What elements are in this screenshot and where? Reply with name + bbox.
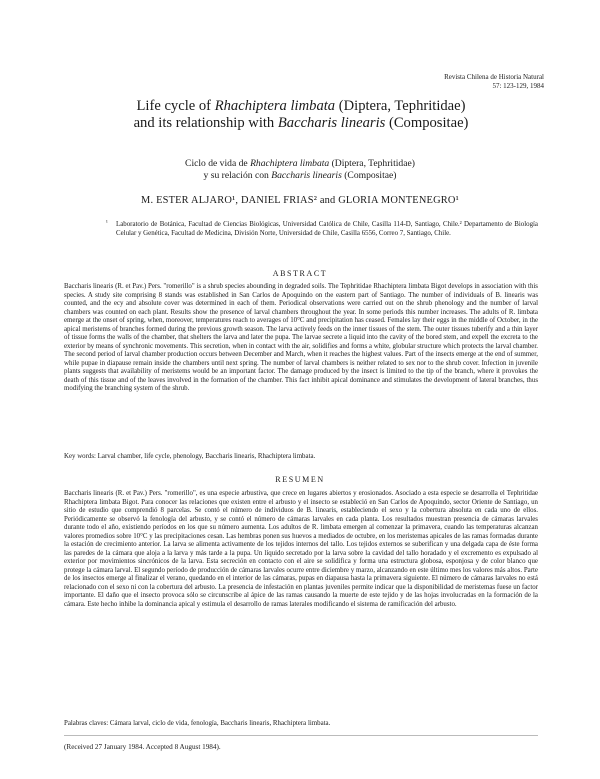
spanish-title-text: (Diptera, Tephritidae) [329,158,415,169]
journal-reference [444,73,544,90]
received-date: (Received 27 January 1984. Accepted 8 August 1984). [64,743,221,751]
title-text: and its relationship with [133,115,278,131]
article-title [92,98,510,132]
resumen-text: Baccharis linearis (R. et Pav.) Pers. "romerillo", es una especie arbustiva, que crece en lugares abiertos y erosionados. Asociado a esta especie se desarrolla el Tephritidae Rhachiptera limbata Bigot. Para conocer las relaciones que existen entre el arbusto y el insecto se estableció en San Carlos de Apoquindo, sector Oriente de Santiago, un sitio de estudio que comprendió 8 parcelas. Se contó el número de individuos de B. linearis, estableciendo el sexo y la cobertura absoluta en cada uno de ellos. Periódicamente se observó la fenología del arbusto, y se contó el número de cámaras larvales en cada planta. Los resultados muestran presencia de cámaras larvales durante todo el año, existiendo períodos en los que su número aumenta. Los adultos de R. limbata emergen al comenzar la primavera, cuando las temperaturas alcanzan valores promedios sobre 10°C y las precipitaciones cesan. Las hembras ponen sus huevos a mediados de octubre, en los meristemas apicales de las ramas formadas durante la estación de crecimiento anterior. La larva se alimenta activamente de los tejidos internos del tallo. Los tejidos externos se suberifican y una delgada capa de éste forma las paredes de la cámara que aloja a la larva y más tarde a la pupa. Un líquido secretado por la larva sobre la cavidad del tallo horadado y el excremento es expulsado al exterior por movimientos sincrónicos de la larva. Esta secreción en contacto con el aire se solidifica y forma una estructura globosa, esponjosa y de color blanco que protege la cámara larval. El segundo período de producción de cámaras larvales ocurre entre diciembre y marzo, alcanzando en este último mes los valores más altos. Parte de los insectos emerge al finalizar el verano, quedando en el interior de las cámaras, pupas en diapausa hasta la primavera siguiente. El número de cámaras larvales no está relacionado con el sexo ni con la cobertura del arbusto. La presencia de infestación en plantas juveniles permite indicar que la disponibilidad de meristemas fuese un factor importante. El daño que el insecto provoca sólo se circunscribe al ápice de las ramas causando la muerte de este tejido y de las hojas involucradas en la formación de la cámara. Este hecho inhibe la dominancia apical y estimula el desarrollo de ramas laterales modificando el sistema de ramificación del arbusto. [64,490,538,608]
spanish-title-text: Ciclo de vida de [185,158,251,169]
affiliation-mark: ¹ [106,220,108,226]
keywords: Key words: Larval chamber, life cycle, phenology, Baccharis linearis, Rhachiptera limbata. [64,453,316,460]
author-list: M. ESTER ALJARO¹, DANIEL FRIAS² and GLORIA MONTENEGRO¹ [141,195,459,206]
footnote-rule [64,735,538,736]
spanish-title-host: Baccharis linearis [271,170,342,181]
resumen-heading: RESUMEN [275,475,325,484]
title-text: (Diptera, Tephritidae) [335,98,466,114]
title-species: Rhachiptera limbata [214,98,336,114]
abstract-text: Baccharis linearis (R. et Pav.) Pers. "romerillo" is a shrub species abounding in degraded soils. The Tephritidae Rhachiptera limbata Bigot develops in association with this species. A study site comprising 8 stands was established in San Carlos de Apoquindo on the eastern part of Santiago. The number of individuals of B. linearis was counted, and the ecy and absolute cover was determined in each of them. Periodical observations were carried out on the shrub phenology and the number of larval chambers was counted on each plant. Results show the presence of larval chambers throughout the year. In some periods this number increases. The adults of R. limbata emerge at the onset of spring, when, moreover, temperatures reach to averages of 10°C and precipitation has ceased. Females lay their eggs in the middle of October, in the apical meristems of branches formed during the previous growth season. The larva actively feeds on the inner tissues of the stem. The outer tissues tuberify and a thin layer of tissue forms the walls of the chamber, that shelters the larva and later the pupa. The larvae secrete a liquid into the cavity of the bored stem, and expell the excreta to the exterior by means of synchronic movements. This secretion, when in contact with the air, solidifies and forms a white, globular structure which protects the larval chamber. The second period of larval chamber production occurs between December and March, when it reaches the highest values. Part of the insects emerge at the end of summer, while pupae in diapause remain inside the chambers until next spring. The number of larval chambers is neither related to sex nor to the shrub cover. Infection in juvenile plants suggests that availability of meristems would be an important factor. The damage produced by the insect is limited to the tip of the branch, where it provokes the death of this tissue and of the leaves involved in the formation of the chamber. This fact inhibit apical dominance and stimulates the development of lateral branches, thus modifying the branching system of the shrub. [64,283,538,392]
title-host: Baccharis linearis [277,115,386,131]
abstract-heading: ABSTRACT [272,269,328,278]
title-text: Life cycle of [136,98,215,114]
journal-volume-pages: 57: 123-129, 1984 [492,81,544,90]
spanish-title-text: (Compositae) [341,170,397,181]
spanish-title [120,158,480,182]
palabras-claves: Palabras claves: Cámara larval, ciclo de vida, fenología, Baccharis linearis, Rhachiptera limbata. [64,720,331,727]
title-text: (Compositae) [385,115,469,131]
spanish-title-text: y su relación con [203,170,272,181]
affiliations: Laboratorio de Botánica, Facultad de Ciencias Biológicas, Universidad Católica de Chile, Casilla 114-D, Santiago, Chile.² Departamento de Biología Celular y Genética, Facultad de Medicina, División Norte, Universidad de Chile, Casilla 6556, Correo 7, Santiago, Chile. [116,221,538,237]
journal-name: Revista Chilena de Historia Natural [444,73,544,81]
spanish-title-species: Rhachiptera limbata [250,158,330,169]
